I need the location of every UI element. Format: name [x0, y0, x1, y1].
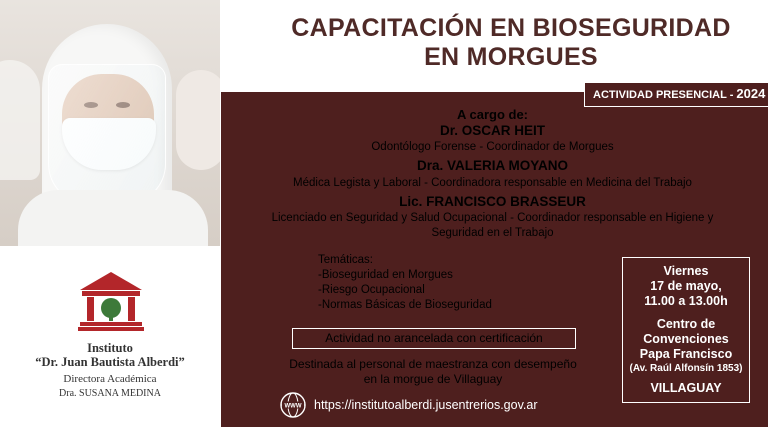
director-title: Directora Académica: [63, 373, 157, 385]
badge-year: 2024: [736, 86, 766, 101]
audience-line: Destinada al personal de maestranza con desempeño: [289, 357, 577, 371]
venue-address: (Av. Raúl Alfonsín 1853): [629, 363, 743, 374]
background-worker: [0, 60, 40, 180]
badge-label: ACTIVIDAD PRESENCIAL -: [593, 89, 737, 101]
speaker-role: Médica Legista y Laboral - Coordinadora responsable en Medicina del Trabajo: [293, 177, 692, 189]
event-date: 17 de mayo,: [650, 279, 722, 293]
topics-list: [318, 253, 492, 313]
institute-label: Instituto: [87, 341, 133, 355]
venue-line: Centro de: [656, 317, 716, 331]
speaker-name: Dr. OSCAR HEIT: [439, 123, 545, 138]
institute-block: [0, 250, 220, 427]
event-city: VILLAGUAY: [650, 381, 722, 395]
director-name: Dra. SUSANA MEDINA: [59, 388, 161, 399]
venue-line: Papa Francisco: [639, 347, 733, 361]
speaker-role: Odontólogo Forense - Coordinador de Morgues: [371, 141, 614, 153]
www-label: WWW: [284, 403, 302, 410]
audience-line: en la morgue de Villaguay: [363, 372, 503, 386]
topics-heading: Temáticas:: [318, 254, 373, 266]
background-worker: [176, 70, 220, 170]
institute-name: “Dr. Juan Bautista Alberdi”: [35, 355, 185, 369]
certification-note: Actividad no arancelada con certificación: [292, 328, 576, 349]
event-info-box: [622, 257, 750, 403]
speaker-role-cont: Seguridad en el Trabajo: [431, 227, 554, 239]
topic-item: -Normas Básicas de Bioseguridad: [318, 299, 492, 311]
hero-photo: [0, 0, 220, 246]
page-title: [266, 14, 756, 72]
speaker-role: Licenciado en Seguridad y Salud Ocupacional - Coordinador responsable en Higiene y: [271, 212, 714, 224]
topic-item: -Riesgo Ocupacional: [318, 284, 425, 296]
a-cargo-heading: A cargo de:: [456, 107, 529, 122]
audience-note: [258, 357, 608, 387]
globe-www-icon: [280, 392, 306, 418]
website-row[interactable]: [280, 392, 538, 418]
face-shield: [48, 64, 166, 204]
website-link[interactable]: https://institutoalberdi.jusentrerios.gov.ar: [314, 398, 538, 412]
speaker-name: Lic. FRANCISCO BRASSEUR: [399, 194, 586, 209]
title-line-1: CAPACITACIÓN EN BIOSEGURIDAD: [291, 14, 731, 42]
institute-building-logo: [78, 270, 144, 332]
speaker-name: Dra. VALERIA MOYANO: [416, 158, 569, 173]
event-time: 11.00 a 13.00h: [644, 294, 728, 308]
protective-suit: [18, 190, 208, 246]
title-line-2: EN MORGUES: [424, 43, 598, 71]
topic-item: -Bioseguridad en Morgues: [318, 269, 453, 281]
venue-line: Convenciones: [643, 332, 729, 346]
activity-badge: [584, 82, 768, 107]
event-day: Viernes: [663, 264, 709, 278]
